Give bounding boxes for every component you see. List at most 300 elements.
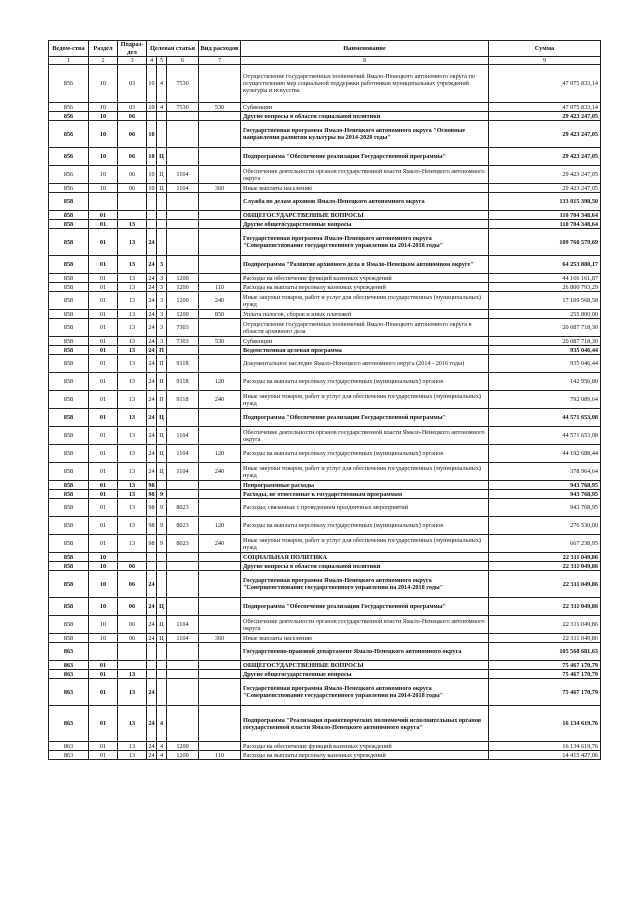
department-code: 858 [49,292,89,310]
section-code: 10 [89,65,118,103]
department-code: 858 [49,391,89,409]
expense-type-code: 530 [199,103,241,112]
article-direction-code: 1104 [167,634,199,643]
subsection-code: 13 [118,670,147,679]
article-program-code [147,193,157,211]
table-row [49,65,601,103]
expense-type-code [199,65,241,103]
department-code: 858 [49,499,89,517]
section-code: 01 [89,292,118,310]
section-code: 01 [89,751,118,760]
table-row [49,346,601,355]
expense-type-code: 360 [199,184,241,193]
expense-type-code [199,427,241,445]
article-program-code: 10 [147,121,157,148]
article-program-code: 24 [148,346,155,354]
subsection-code: 06 [118,571,147,598]
row-sum: 667 238,95 [489,535,601,553]
expense-type-code: 110 [199,751,241,760]
article-direction-code [167,481,199,490]
article-direction-code [167,211,199,220]
section-code: 01 [89,274,118,283]
section-code: 01 [89,445,118,463]
article-direction-code [167,670,199,679]
article-direction-code [167,598,199,616]
subsection-code: 13 [118,481,147,490]
section-code: 01 [89,706,118,742]
article-direction-code: 1200 [167,751,199,760]
section-code: 01 [89,337,118,346]
row-sum: 22 311 049,86 [489,634,601,643]
article-direction-code [167,346,199,355]
article-subprogram-code: П [157,373,167,391]
article-direction-code: 1200 [167,274,199,283]
department-code: 863 [49,679,89,706]
section-code: 01 [89,319,118,337]
row-name: Расходы на выплаты персоналу государственных (муниципальных) органов [241,517,489,535]
department-code: 858 [49,310,89,319]
section-code: 10 [89,121,118,148]
article-direction-code [167,409,199,427]
department-code: 856 [49,121,89,148]
table-row [49,634,601,643]
department-code: 856 [49,148,89,166]
table-row [49,751,601,760]
table-row [49,562,601,571]
article-program-code: 24 [147,571,157,598]
article-direction-code: 1200 [167,283,199,292]
expense-type-code [199,148,241,166]
article-subprogram-code: Ц [157,598,167,616]
subsection-code: 06 [118,598,147,616]
row-sum: 47 075 833,14 [489,65,601,103]
article-direction-code [167,121,199,148]
subsection-code: 06 [118,148,147,166]
header-expense-type: Вид расходов [199,41,241,57]
article-program-code: 24 [147,373,157,391]
article-subprogram-code [157,481,167,490]
department-code: 858 [49,274,89,283]
col-number: 1 [49,57,89,65]
expense-type-code: 530 [199,337,241,346]
expense-type-code [199,661,241,670]
table-row [49,391,601,409]
subsection-code: 13 [118,391,147,409]
section-code: 10 [89,634,118,643]
col-number: 7 [199,57,241,65]
expense-type-code: 110 [199,283,241,292]
budget-table [48,40,601,760]
row-sum: 105 568 681,63 [489,643,601,661]
table-row [49,490,601,499]
table-body [49,65,601,760]
subsection-code: 13 [118,679,147,706]
article-subprogram-code [157,193,167,211]
table-row [49,121,601,148]
article-subprogram-code [157,562,167,571]
expense-type-code [199,274,241,283]
section-code: 01 [89,427,118,445]
article-program-code: 98 [148,490,155,498]
article-program-code: 24 [147,355,157,373]
table-row [49,166,601,184]
row-name: ОБЩЕГОСУДАРСТВЕННЫЕ ВОПРОСЫ [241,211,489,220]
department-code: 858 [49,562,89,571]
subsection-code: 06 [118,562,147,571]
department-code: 856 [49,65,89,103]
expense-type-code: 360 [199,634,241,643]
table-row [49,310,601,319]
expense-type-code [199,490,241,499]
expense-type-code [199,121,241,148]
row-sum: 44 571 653,08 [489,427,601,445]
row-name: Подпрограмма "Обеспечение реализации Государственной программы" [241,598,489,616]
article-subprogram-code [157,553,167,562]
row-name: Иные закупки товаров, работ и услуг для обеспечения государственных (муниципальных) нужд [241,391,489,409]
expense-type-code [199,598,241,616]
article-subprogram-code: Ц [157,409,167,427]
article-subprogram-code [157,229,167,256]
article-direction-code [167,229,199,256]
article-program-code: 24 [147,679,157,706]
row-name: Расходы на выплаты персоналу государственных (муниципальных) органов [241,445,489,463]
table-row [49,598,601,616]
table-row [49,679,601,706]
subsection-code: 06 [118,112,147,121]
row-sum: 22 311 049,86 [489,553,601,562]
table-row [49,670,601,679]
subsection-code: 13 [118,283,147,292]
article-program-code: 10 [148,184,155,192]
article-subprogram-code [157,220,167,229]
article-subprogram-code: Ц [157,463,167,481]
article-subprogram-code [157,121,167,148]
article-subprogram-code: 3 [157,337,167,346]
article-program-code: 24 [147,319,157,337]
article-direction-code: 1104 [167,463,199,481]
article-direction-code: 1200 [167,310,199,319]
table-row [49,706,601,742]
article-program-code: 24 [147,292,157,310]
article-subprogram-code: П [157,391,167,409]
department-code: 856 [49,166,89,184]
subsection-code: 13 [118,292,147,310]
article-program-code [147,553,157,562]
row-sum: 935 046,44 [489,355,601,373]
row-name: Подпрограмма "Обеспечение реализации Государственной программы" [241,409,489,427]
article-subprogram-code: Ц [157,184,167,193]
section-code: 01 [89,463,118,481]
article-direction-code [167,706,199,742]
expense-type-code [199,346,241,355]
department-code: 858 [49,445,89,463]
row-name: Ведомственная целевая программа [241,346,489,355]
table-row [49,193,601,211]
table-row [49,211,601,220]
expense-type-code [199,481,241,490]
expense-type-code [199,670,241,679]
table-row [49,337,601,346]
article-program-code: 24 [148,310,155,318]
table-row [49,661,601,670]
row-name: Расходы на выплаты персоналу государственных (муниципальных) органов [241,373,489,391]
table-row [49,535,601,553]
article-subprogram-code: Ц [157,616,167,634]
department-code: 858 [49,517,89,535]
article-direction-code: 1104 [167,427,199,445]
department-code: 858 [49,616,89,634]
article-program-code: 10 [147,65,157,103]
row-sum: 16 134 619,76 [489,706,601,742]
subsection-code: 13 [118,229,147,256]
table-row [49,229,601,256]
row-sum: 14 415 427,06 [489,751,601,760]
article-direction-code: 7530 [167,103,199,112]
expense-type-code [199,553,241,562]
subsection-code: 13 [118,499,147,517]
article-subprogram-code: 9 [157,499,167,517]
subsection-code: 03 [118,103,147,112]
department-code: 863 [49,751,89,760]
table-row [49,148,601,166]
section-code: 10 [89,184,118,193]
table-row [49,553,601,562]
header-subsection: Подраз-дел [118,41,147,57]
table-row [49,481,601,490]
article-program-code [147,220,157,229]
subsection-code: 13 [118,355,147,373]
subsection-code: 06 [118,121,147,148]
row-sum: 29 423 247,05 [489,184,601,193]
article-subprogram-code: Ц [157,445,167,463]
col-number: 4 [147,57,157,65]
expense-type-code [199,256,241,274]
table-row [49,103,601,112]
col-number: 6 [167,57,199,65]
section-code: 01 [89,256,118,274]
table-row [49,112,601,121]
article-subprogram-code: 4 [157,751,167,760]
article-direction-code: 1200 [167,292,199,310]
expense-type-code: 120 [199,445,241,463]
row-name: Иные закупки товаров, работ и услуг для обеспечения государственных (муниципальных) нужд [241,535,489,553]
section-code: 01 [89,373,118,391]
subsection-code [118,661,147,670]
department-code: 858 [49,481,89,490]
article-subprogram-code: 9 [157,490,167,499]
article-program-code: 24 [147,256,157,274]
subsection-code: 13 [118,535,147,553]
row-name: Документальное наследие Ямало-Ненецкого автономного округа (2014 - 2016 годы) [241,355,489,373]
expense-type-code [199,562,241,571]
article-subprogram-code [157,670,167,679]
row-sum: 22 311 049,86 [489,571,601,598]
subsection-code: 13 [118,427,147,445]
subsection-code: 06 [118,616,147,634]
section-code: 01 [89,661,118,670]
table-row [49,283,601,292]
article-direction-code: 8023 [167,535,199,553]
section-code: 10 [89,616,118,634]
section-code: 10 [89,103,118,112]
article-subprogram-code: 4 [157,103,167,112]
row-name: Служба по делам архивов Ямало-Ненецкого автономного округа [241,193,489,211]
article-program-code: 24 [147,616,157,634]
article-program-code: 10 [148,103,155,111]
section-code: 01 [89,355,118,373]
subsection-code: 13 [118,742,147,751]
row-name: СОЦИАЛЬНАЯ ПОЛИТИКА [241,553,489,562]
col-number: 2 [89,57,118,65]
article-subprogram-code: 4 [157,742,167,751]
table-row [49,445,601,463]
subsection-code: 03 [118,65,147,103]
row-sum: 255 800,00 [489,310,601,319]
table-row [49,616,601,634]
section-code: 10 [89,562,118,571]
expense-type-code [199,409,241,427]
table-row [49,742,601,751]
department-code: 858 [49,229,89,256]
row-sum: 22 311 049,86 [489,616,601,634]
expense-type-code [199,319,241,337]
department-code: 863 [49,661,89,670]
article-direction-code: 1104 [167,616,199,634]
section-code: 01 [89,211,118,220]
expense-type-code [199,571,241,598]
header-row [49,41,601,57]
article-direction-code [167,643,199,661]
row-sum: 29 423 247,05 [489,166,601,184]
article-direction-code [167,679,199,706]
article-program-code: 24 [148,274,155,282]
subsection-code: 06 [118,634,147,643]
article-program-code: 24 [147,445,157,463]
department-code: 863 [49,706,89,742]
section-code: 01 [89,499,118,517]
article-direction-code [167,661,199,670]
row-sum: 142 956,80 [489,373,601,391]
department-code: 858 [49,256,89,274]
subsection-code: 13 [118,274,147,283]
article-subprogram-code: 3 [157,283,167,292]
subsection-code: 06 [118,184,147,193]
department-code: 863 [49,670,89,679]
row-name: Государственная программа Ямало-Ненецкого автономного округа "Совершенствование государственного управления на 2014-2018 годы" [241,229,489,256]
row-name: Расходы, связанные с проведением праздничных мероприятий [241,499,489,517]
subsection-code: 13 [118,445,147,463]
article-subprogram-code: 4 [157,65,167,103]
article-direction-code: 9118 [167,373,199,391]
subsection-code: 13 [118,751,147,760]
table-row [49,184,601,193]
department-code: 858 [49,283,89,292]
subsection-code [118,553,147,562]
section-code [89,193,118,211]
row-name: Иные выплаты населению [241,634,489,643]
subsection-code: 13 [118,220,147,229]
header-department: Ведом-ства [49,41,89,57]
article-subprogram-code [157,211,167,220]
subsection-code: 13 [118,373,147,391]
row-sum: 26 800 793,29 [489,283,601,292]
article-direction-code: 1200 [167,742,199,751]
article-subprogram-code [157,679,167,706]
row-name: Другие вопросы в области социальной политики [241,562,489,571]
row-sum: 75 467 170,79 [489,679,601,706]
row-name: Государственно-правовой департамент Ямало-Ненецкого автономного округа [241,643,489,661]
header-sum: Сумма [489,41,601,57]
subsection-code: 13 [118,337,147,346]
expense-type-code [199,706,241,742]
row-sum: 943 768,95 [489,481,601,490]
section-code: 01 [89,220,118,229]
row-name: Расходы на обеспечение функций казенных учреждений [241,274,489,283]
department-code: 858 [49,571,89,598]
row-sum: 20 087 718,30 [489,337,601,346]
article-subprogram-code: 9 [157,517,167,535]
article-program-code: 24 [148,337,155,345]
table-row [49,355,601,373]
row-sum: 44 166 161,87 [489,274,601,283]
article-program-code: 24 [147,463,157,481]
subsection-code: 06 [118,166,147,184]
section-code: 01 [89,409,118,427]
row-name: ОБЩЕГОСУДАРСТВЕННЫЕ ВОПРОСЫ [241,661,489,670]
row-sum: 378 964,64 [489,463,601,481]
expense-type-code: 120 [199,517,241,535]
row-name: Другие вопросы в области социальной политики [241,112,489,121]
article-program-code: 10 [147,166,157,184]
article-subprogram-code: 3 [157,256,167,274]
article-subprogram-code: 3 [157,292,167,310]
row-sum: 276 530,00 [489,517,601,535]
expense-type-code [199,112,241,121]
expense-type-code [199,193,241,211]
row-sum: 64 253 880,17 [489,256,601,274]
row-sum: 44 571 653,08 [489,409,601,427]
department-code: 858 [49,319,89,337]
expense-type-code [199,211,241,220]
article-direction-code [167,220,199,229]
department-code: 858 [49,346,89,355]
article-direction-code: 9118 [167,355,199,373]
article-program-code: 24 [147,427,157,445]
subsection-code: 13 [118,319,147,337]
header-target-article: Целевая статья [147,41,199,57]
row-name: Подпрограмма "Обеспечение реализации Государственной программы" [241,148,489,166]
table-row [49,292,601,310]
subsection-code: 13 [118,490,147,499]
table-row [49,643,601,661]
section-code: 01 [89,346,118,355]
row-name: Уплата налогов, сборов и иных платежей [241,310,489,319]
article-program-code [147,661,157,670]
row-name: Иные закупки товаров, работ и услуг для обеспечения государственных (муниципальных) нужд [241,292,489,310]
section-code: 01 [89,310,118,319]
article-direction-code [167,553,199,562]
section-code: 01 [89,679,118,706]
subsection-code [118,211,147,220]
row-sum: 47 075 833,14 [489,103,601,112]
table-row [49,274,601,283]
expense-type-code: 850 [199,310,241,319]
article-program-code: 24 [148,283,155,291]
expense-type-code: 120 [199,373,241,391]
table-row [49,499,601,517]
header-section: Раздел [89,41,118,57]
expense-type-code: 240 [199,391,241,409]
